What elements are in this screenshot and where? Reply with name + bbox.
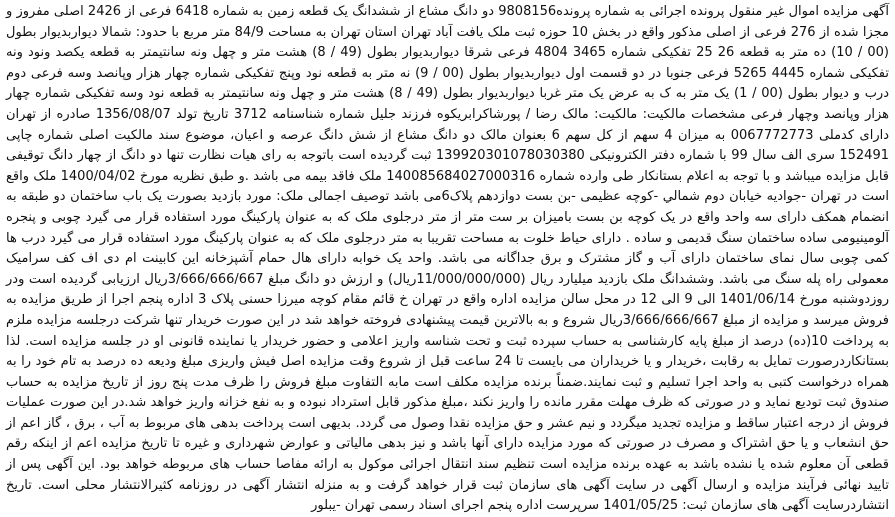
notice-body: آگهی مزایده اموال غیر منقول پرونده اجرائی به شماره پرونده9808156 دو دانگ مشاع از ششدانگ یک قطعه زمین به شماره 6418 فرعی از 2426 اصلی مفروز و مجزا شده از 276 فرعی از اصلی مذکور واقع در بخش 10 حوزه ثبت ملک یافت آباد تهران استان تهران به مساحت 84/9 متر مربع با حدود: شمالا دیواربدیوار بطول (00 / 10) ده متر به قطعه 26 25 تفکیکی شماره 3465 4804 فرعی شرقا دیواربدیوار بطول (49 / 8) هشت متر و چهل ونه سانتیمتر به قطعه یکصد ونود ونه تفکیکی شماره 4445 5265 فرعی جنوبا در دو قسمت اول دیواربدیوار بطول (00 / 9) نه متر به قطعه نود وپنج تفکیکی شماره چهار هزار وپانصد وسه فرعی دوم درب و دیوار بطول (00 / 1) یک متر به ک به عرض یک متر غربا دیواربدیوار بطول (49 / 8) هشت متر و چهل ونه سانتیمتر به قطعه نود وسه تفکیکی شماره چهار هزار وپانصد وچهار فرعی مشخصات مالکیت: مالکیت: مالک رضا / پورشاکرابریکوه فرزند جلیل شماره شناسنامه 3712 تاریخ تولد 1356/08/07 صادره از تهران دارای کدملی 0067772773 به میزان 4 سهم از کل سهم 6 بعنوان مالک دو دانگ مشاع از شش دانگ عرصه و اعیان، موضوع سند مالکیت اصلی شماره چاپی 152491 سری الف سال 99 با شماره دفتر الکترونیکی 139920301078030380 ثبت گردیده است باتوجه به رای هیات نظارت تنها دو دانگ از چهار دانگ توقیفی قابل مزایده میباشد و با توجه به اعلام بستانکار طی وارده شماره 140085684027000316 ملک فاقد بیمه می باشد .و طبق نظریه مورخ 1400/04/02 ملک واقع است در تهران -جواديه خيابان دوم شمالي -کوچه عظیمی -بن بست دوازدهم پلاک6می باشد توصیف اجمالی ملک: مورد بازدید بصورت یک باب ساختمان دو طبقه به انضمام همکف دارای سه واحد واقع در یک کوچه بن بست بامیزان بر ست متر از متر درجلوی ملک که به عنوان پارکینگ مورد استفاده قرار می گیرد چوبی و پنجره آلومینیومی ساده ساختمان سنگ قدیمی و ساده . دارای حیاط خلوت به مساحت تقریبا به متر درجلوی ملک که به عنوان پارکینگ مورد استفاده قرار می گیرد درب ها کمی چوبی سال نمای ساختمان دارای آب و گاز مشترک و برق جداگانه می باشد. واحد یک خوابه دارای هال حمام آشپزخانه این کابینت ام دی اف کف سرامیک معمولی راه پله سنگ می باشد. وششدانگ ملک بازدید میلیارد ریال (11/000/000/000ریال) و ارزش دو دانگ مبلغ 3/666/666/667ریال ارزیابی گردیده است ودر روزدوشنبه مورخ 1401/06/14 الی 9 الی 12 در محل سالن مزایده اداره واقع در تهران خ قائم مقام کوچه میرزا حسنی پلاک 3 اداره پنجم اجرا از طریق مزایده به فروش میرسد و مزایده از مبلغ 3/666/666/667ریال شروع و به بالاترین قیمت پیشنهادی فروخته خواهد شد در این صورت خریدار تنها شرکت درجلسه مزایده ملزم به پرداخت 10(ده) درصد از مبلغ پایه کارشناسی به حساب سپرده ثبت و تحت شناسه واریز اعلامی و حضور خریدار یا نماینده قانونی او در جلسه مزایده است. لذا بستانکاردرصورت تمایل به رقابت ،خریدار و یا خریداران می بایست تا 24 ساعت قبل از شروع وقت مزایده اصل فیش واریزی مبلغ ودیعه ده درصد به تام خود را به همراه درخواست کتبی به واحد اجرا تسلیم و ثبت نمایند.ضمناً برنده مزایده مکلف است مابه التفاوت مبلغ فروش را ظرف مدت پنج روز از تاریخ مزایده به حساب صندوق ثبت توديع نمايد و در صورتی که ظرف مهلت مقرر مانده را واریز نکند ،مبلغ مذکور قابل استرداد نبوده و به نفع خزانه واریز خواهد شد.در این صورت عملیات فروش از درجه اعتبار ساقط و مزایده تجدید میگردد و نیم عشر و حق مزایده نقدا وصول می گردد. بدیهی است پرداخت بدهی های مربوط به آب ، برق ، گاز اعم از حق انشعاب و یا حق اشتراک و مصرف در صورتی که مورد مزایده دارای آنها باشد و نیز بدهی مالیاتی و عوارض شهرداری و غیره تا تاریخ مزایده اعم از اینکه رقم قطعی آن معلوم شده یا نشده باشد به عهده برنده مزایده است تنظیم سند انتقال اجرائی موکول به ارائه مفاصا حساب های مربوطه خواهد بود. این آگهی پس از تایید نهائی فرآیند مزایده و ارسال آگهی در سایت آگهی های سازمان ثبت قرار خواهد گرفت و به منزله انتشار آگهی در روزنامه کثیرالانتشار محلی است. تاریخ انتشاردرسایت آگهی های سازمان ثبت: 1401/05/25 سرپرست اداره پنجم اجرای اسناد رسمی تهران -یبلور [6, 4, 890, 514]
auction-notice-text [6, 2, 889, 517]
